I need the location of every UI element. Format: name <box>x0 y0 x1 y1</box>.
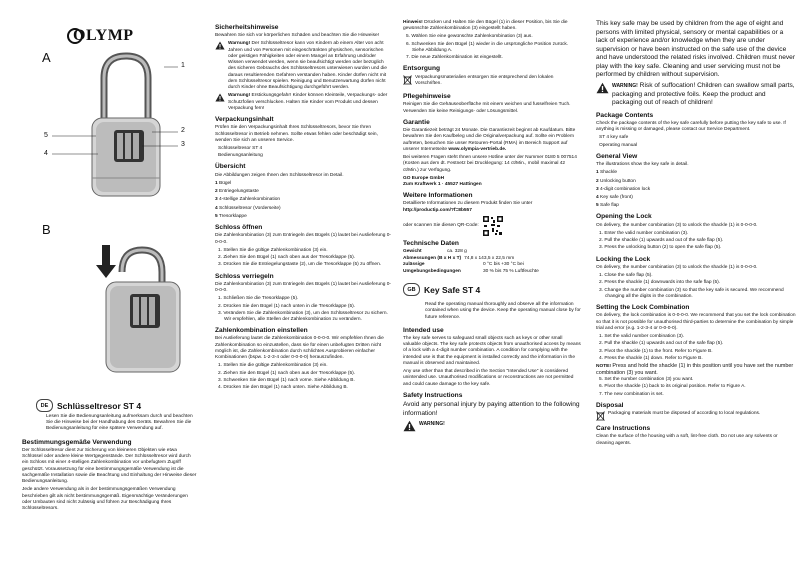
de-open-step: 2. Ziehen Sie den Bügel (1) nach oben aus der Tresorklappe (5). <box>218 255 356 261</box>
en-lock-step: 1. Close the safe flap (5). <box>599 273 653 279</box>
callout-1: 1 <box>181 62 185 69</box>
en-pkg-item: ST 4 key safe <box>599 135 629 141</box>
en-overview-heading: General View <box>596 152 638 160</box>
en-disposal-text: Packaging materials must be disposed of according to local regulations. <box>608 411 761 417</box>
de-qr-text: oder scannen Sie diesen QR-Code: <box>403 222 479 228</box>
callout-5: 5 <box>44 132 48 139</box>
figure-label-b: B <box>42 222 51 237</box>
de-set-step: 6. Schwenken Sie den Bügel (1) wieder in die ursprüngliche Position zurück. Siehe Abbildung A. <box>406 41 569 53</box>
de-use-p1: Der Schlüsseltresor dient zur Sicherung von kleineren Objekten wie etwa Schlüssel oder andere kleine Wertgegenstände. Der Schlüsseltresor wird durch ein Schloss mit einer 4-stelligen Zahlenkombination vor unbefugtem Zugriff geschützt. Voraussetzung für eine bestimmungsgemäße Verwendung ist die sachgemäße Installation sowie die Beachtung und Einhaltung der Hinweise dieser Bedienungsanleitung. <box>22 447 197 485</box>
en-use-p1: The key safe serves to safeguard small objects such as keys or other small valuable objects. The key safe protects objects from unauthorised access by means of a lock with a 4-digit number combination. A condition for complying with the intended use is that the equipment is installed correctly and the information in the manual is observed and maintained. <box>403 336 581 366</box>
de-info-heading: Weitere Informationen <box>403 192 473 200</box>
column-2 <box>215 0 391 567</box>
en-open-step: 1. Enter the valid number combination (3). <box>599 230 689 236</box>
en-use-heading: Intended use <box>403 326 444 334</box>
warning-triangle-icon <box>403 420 416 432</box>
column-4 <box>596 0 796 567</box>
de-title: Schlüsseltresor ST 4 <box>57 400 142 411</box>
en-overview-item: 2 Unlocking button <box>596 178 636 184</box>
de-overview-item: 2 Entriegelungstaste <box>215 189 259 195</box>
de-pkg-item: Bedienungsanleitung <box>218 153 263 159</box>
de-overview-item: 4 Schlüsseltresor (Vorderseite) <box>215 205 281 211</box>
en-use-p2: Any use other than that described in the Section "Intended Use" is considered unintended use. Unauthorised modifications or reconstructions are not permitted and could cause damage to the key safe. <box>403 369 574 387</box>
en-lock-text: On delivery, the number combination (3) to unlock the shackle (1) is 0-0-0-0. <box>596 264 758 270</box>
callout-2: 2 <box>181 127 185 134</box>
de-set-step: 1. Stellen Sie die gültige Zahlenkombination (3) ein. <box>218 363 328 369</box>
de-use-p2: Jede andere Verwendung als in der bestimmungsgemäßen Verwendung beschrieben gilt als nicht bestimmungsgemäß. Eigenmächtige Veränderungen oder Umbauten sind nicht zulässig und führen zur Beschädigung Ihres Schlüsseltresors. <box>22 487 188 512</box>
de-lock-heading: Schloss verriegeln <box>215 272 274 280</box>
de-pkg-item: Schlüsseltresor ST 4 <box>218 146 263 152</box>
en-set-heading: Setting the Lock Combination <box>596 304 690 312</box>
en-open-step: 3. Press the unlocking button (2) to open the safe flap (5). <box>599 245 722 251</box>
de-lock-step: 2. Drücken Sie den Bügel (1) nach unten in die Tresorklappe (5). <box>218 303 356 309</box>
de-info-text: Detaillierte Informationen zu diesem Produkt finden Sie unter <box>403 201 533 207</box>
callout-4: 4 <box>44 150 48 157</box>
de-care-text: Reinigen Sie die Gehäuseoberfläche mit einem weichen und fusselfreien Tuch. Verwenden Sie keine Reinigungs- oder Lösungsmittel. <box>403 102 571 114</box>
de-open-step: 3. Drücken Sie die Entriegelungstaste (2), um die Tresorklappe (5) zu öffnen. <box>218 262 382 268</box>
recycling-bin-icon <box>403 75 412 85</box>
en-set-step: 1. Set the valid number combination (3). <box>599 334 685 340</box>
en-overview-item: 5 Safe flap <box>596 203 619 209</box>
warning-triangle-icon <box>215 93 225 102</box>
en-lock-heading: Locking the Lock <box>596 255 651 263</box>
de-disposal-heading: Entsorgung <box>403 65 440 73</box>
recycling-bin-icon <box>596 411 605 421</box>
de-info-url[interactable]: http://productip.com/?f=8b557 <box>403 207 472 213</box>
de-tech-env: zulässige Umgebungsbedingungen 0 °C bis +30 °C bei 30 % bis 75 % Luftfeuchte <box>403 262 539 274</box>
en-overview-text: The illustrations show the key safe in detail. <box>596 162 689 168</box>
de-lock-step: 1. Schließen Sie die Tresorklappe (5). <box>218 296 299 302</box>
de-open-text: Die Zahlenkombination (3) zum Entriegeln des Bügels (1) lautet bei Auslieferung 0-0-0-0. <box>215 233 391 245</box>
en-overview-item: 4 Key safe (front) <box>596 195 633 200</box>
de-disposal-text: Verpackungsmaterialien entsorgen Sie entsprechend den lokalen Vorschriften. <box>415 74 554 86</box>
de-warning-1-text: Der Schlüsseltresor kann von Kindern ab einem Alter von acht Jahren und von Personen mit eingeschränkten physischen, sensorischen oder geistigen Fähigkeiten oder einem Mangel an Erfahrung und/oder Wissen verwendet werden, wenn sie beaufsichtigt werden oder bezüglich des sicheren Gebrauchs des Schlüsseltresors unterwiesen wurden und die daraus resultierenden Gefahren verstanden haben. Kinder dürfen nicht mit dem Schlüsseltresor spielen. Reinigung und Benutzerwartung dürfen nicht durch Kinder ohne Beaufsichtigung durchgeführt werden. <box>228 41 387 91</box>
en-lock-step: 2. Press the shackle (1) downwards into the safe flap (5). <box>599 280 721 286</box>
de-use-heading: Bestimmungsgemäße Verwendung <box>22 438 132 446</box>
de-set-heading: Zahlenkombination einstellen <box>215 327 308 335</box>
figure-b-keysafe <box>22 230 192 400</box>
de-intro-block <box>22 412 198 514</box>
en-open-text: On delivery, the number combination (3) to unlock the shackle (1) is 0-0-0-0. <box>596 222 758 228</box>
figure-a-keysafe <box>22 48 192 198</box>
en-title-row <box>403 283 480 296</box>
warning-triangle-icon <box>596 82 609 94</box>
en-pkg-item: Operating manual <box>599 142 638 148</box>
en-care-text: Clean the surface of the housing with a soft, lint-free cloth. Do not use any solvents or cleaning agents. <box>596 434 778 446</box>
de-company-name: GO Europe GmbH <box>403 175 445 181</box>
de-overview-item: 5 Tresorklappe <box>215 213 247 219</box>
de-set-step: 5. Wählen Sie eine gewünschte Zahlenkombination (3) aus. <box>406 34 533 40</box>
en-note: NOTE! Press and hold the shackle (1) in this position until you have set the number combination (3) you want. <box>596 362 794 377</box>
de-pkg-heading: Verpackungsinhalt <box>215 116 274 124</box>
en-warning-2: WARNING! Risk of suffocation! Children can swallow small parts, packaging and protective foils. Keep the product and packaging out of reach of children! <box>596 82 796 108</box>
de-tech-weight: Gewicht ca. 328 g <box>403 249 467 255</box>
en-pkg-text: Check the package contents of the key safe carefully before putting the key safe to use. If anything is missing or damaged, please contact our Service Department. <box>596 120 786 133</box>
en-lock-step: 3. Change the number combination (3) so that the key safe is secured. We recommend changing all the digits in the combination. <box>599 287 784 299</box>
de-hint: Hinweis! Drücken und Halten Sie den Bügel (1) in dieser Position, bis Sie die gewünschte Zahlenkombination (3) eingestellt haben. <box>403 20 568 32</box>
de-hotline-text: Bei weiteren Fragen steht Ihnen unsere Hotline unter der Nummer 0180 5 007514 (Kosten aus dem dt. Festnetz bei Drucklegung: 14 ct/Min., mobil maximal 42 ct/Min.) zur Verfügung. <box>403 155 577 173</box>
en-safety-intro: Avoid any personal injury by paying attention to the following information! <box>403 401 580 417</box>
en-set-step: 4. Press the shackle (1) down. Refer to Figure B. <box>599 355 703 361</box>
en-warning-1-start: WARNING! <box>403 420 581 432</box>
de-warning-2-label: Warnung! <box>228 93 251 99</box>
de-warning-1-label: Warnung! <box>228 41 251 47</box>
de-warning-1 <box>215 41 391 91</box>
en-pkg-heading: Package Contents <box>596 111 654 119</box>
qr-code-icon[interactable] <box>483 216 503 236</box>
de-safety-intro: Bewahren Sie sich vor körperlichen Schäden und beachten Sie die Hinweise! <box>215 33 379 39</box>
en-set-step: 5. Set the number combination (3) you want. <box>599 377 694 383</box>
de-warranty-heading: Garantie <box>403 118 430 126</box>
en-intro: Read the operating manual thoroughly and observe all the information contained when using the device. Keep the operating manual close by for future reference. <box>425 302 581 320</box>
de-set-step: 7. Die neue Zahlenkombination ist eingestellt. <box>406 55 503 61</box>
en-overview-item: 1 Shackle <box>596 170 618 176</box>
de-care-heading: Pflegehinweise <box>403 93 451 101</box>
de-overview-heading: Übersicht <box>215 163 246 171</box>
column-3 <box>403 0 581 567</box>
en-set-step: 3. Pivot the shackle (1) to the front. Refer to Figure B. <box>599 348 713 354</box>
lang-badge-gb: GB <box>403 283 420 296</box>
en-disposal-heading: Disposal <box>596 401 624 409</box>
de-lock-step: 3. Verändern Sie die Zahlenkombination (3), um den Schlüsseltresor zu sichern. Wir empfehlen, alle Stellen der Zahlenkombination zu verändern. <box>218 310 388 322</box>
de-set-text: Bei Auslieferung lautet die Zahlenkombination 0-0-0-0. Wir empfehlen Ihnen die Zahlenkombination so einzustellen, dass sie für einen unbefugten Dritten nicht möglich ist, die Zahlenkombination durch schlichtes Ausprobieren einfacher Kombinationen (bspw. 1-2-3-4 oder 0-0-0-0) herauszufinden. <box>215 336 384 361</box>
de-warning-2-text: Erstickungsgefahr! Kinder können Kleinteile, Verpackungs- oder Schutzfolien verschlucken. Halten Sie Kinder vom Produkt und dessen Verpackung fern! <box>228 93 388 111</box>
de-warranty-text: Die Garantiezeit beträgt 24 Monate. Die Garantiezeit beginnt ab Kaufdatum. Bitte bewahren Sie den Kaufbeleg und die Originalverpackung auf. Sollte ein Problem auftreten, besuchen Sie unser Retouren-Portal (RMA) im Bereich Support auf unserer Internetseite www.olympia-vertrieb.de. <box>403 128 576 152</box>
de-set-step: 3. Schwenken Sie den Bügel (1) nach vorne. Siehe Abbildung B. <box>218 377 355 383</box>
de-company-addr: Zum Kraftwerk 1 · 45527 Hattingen <box>403 181 482 187</box>
de-safety-heading: Sicherheitshinweise <box>215 24 279 31</box>
de-pkg-text: Prüfen Sie den Verpackungsinhalt Ihres Schlüsseltresors, bevor Sie Ihren Schlüsseltresor in Betrieb nehmen. Sollte etwas fehlen oder beschädigt sein, wenden Sie sich an unseren Service. <box>215 125 378 143</box>
de-set-step: 4. Drücken Sie den Bügel (1) nach unten. Siehe Abbildung B. <box>218 385 348 391</box>
warning-triangle-icon <box>215 41 225 50</box>
en-set-step: 6. Pivot the shackle (1) back to its original position. Refer to Figure A. <box>599 384 746 390</box>
callout-3: 3 <box>181 141 185 148</box>
brand-logo <box>66 26 186 46</box>
de-intro: Lesen Sie die Bedienungsanleitung aufmerksam durch und beachten Sie die Hinweise bei der Handhabung des Geräts. Bewahren Sie die Bedienungsanleitung für eine spätere Verwendung auf. <box>46 414 193 432</box>
de-open-step: 1. Stellen Sie die gültige Zahlenkombination (3) ein. <box>218 247 328 253</box>
figure-label-a: A <box>42 50 51 65</box>
de-set-step: 2. Ziehen Sie den Bügel (1) nach oben aus der Tresorklappe (5). <box>218 370 356 376</box>
de-tech-heading: Technische Daten <box>403 239 459 247</box>
arrow-down-icon <box>96 245 116 278</box>
de-overview-item: 3 4-stellige Zahlenkombination <box>215 197 281 203</box>
de-open-heading: Schloss öffnen <box>215 224 263 232</box>
de-title-row <box>36 399 141 412</box>
de-lock-text: Die Zahlenkombination (3) zum Entriegeln des Bügels (1) lautet bei Auslieferung 0-0-0-0. <box>215 281 391 294</box>
column-1 <box>22 0 200 567</box>
lang-badge-de: DE <box>36 399 53 412</box>
en-overview-item: 3 4-digit combination lock <box>596 186 651 192</box>
en-care-heading: Care Instructions <box>596 425 651 433</box>
en-open-step: 2. Pull the shackle (1) upwards and out of the safe flap (5). <box>599 238 724 244</box>
de-warning-2 <box>215 93 391 112</box>
en-title: Key Safe ST 4 <box>424 284 481 295</box>
de-tech-dim: Abmessungen (B x H x T) 74,8 x 143,5 x 22,5 mm <box>403 255 515 261</box>
en-warning-1-text: This key safe may be used by children from the age of eight and persons with limited physical, sensory or mental capabilities or a lack of experience and/or knowledge when they are under supervision or have been instructed on the safe use of the device and have understood the related risks involved. Children must never play with the key safe. Cleaning and user servicing must not be performed by children without supervision. <box>596 20 796 79</box>
en-set-step: 7. The new combination is set. <box>599 391 664 397</box>
en-set-text: On delivery, the lock combination is 0-0-0-0. We recommend that you set the lock combination so that it is not possible for unauthorised third-parties to determine the combination by simple trial and error (e.g. 1-2-3-4 or 0-0-0-0). <box>596 313 796 331</box>
en-open-heading: Opening the Lock <box>596 213 652 221</box>
brand-name: OLYMP <box>73 27 134 44</box>
de-overview-item: 1 Bügel <box>215 180 232 186</box>
de-overview-text: Die Abbildungen zeigen Ihnen den Schlüsseltresor im Detail. <box>215 172 344 178</box>
en-set-step: 2. Pull the shackle (1) upwards and out of the safe flap (5). <box>599 341 724 347</box>
en-safety-heading: Safety Instructions <box>403 391 463 399</box>
